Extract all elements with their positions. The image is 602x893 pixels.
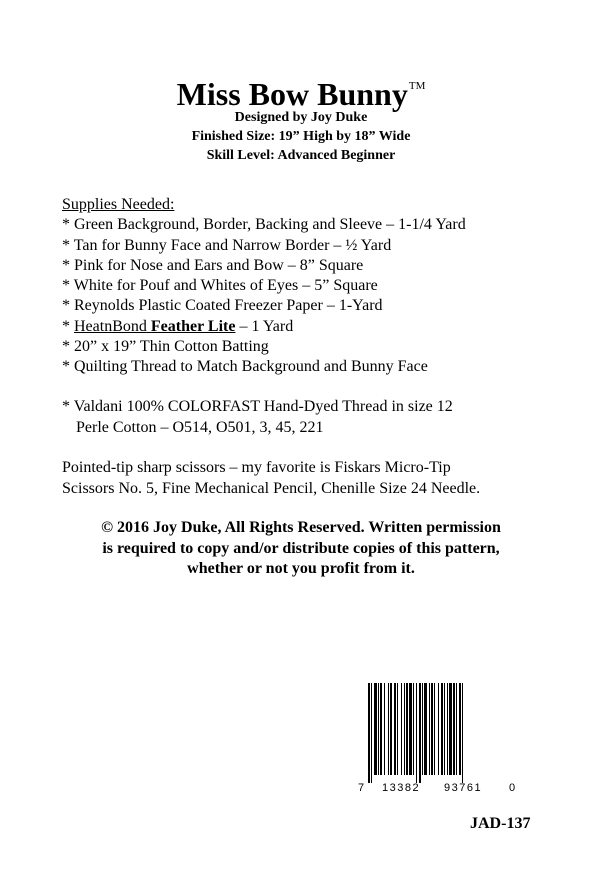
bullet: * — [62, 317, 74, 335]
barcode-bar — [431, 683, 433, 775]
barcode-bar — [449, 683, 452, 775]
supply-item: * Green Background, Border, Backing and Sleeve – 1-1/4 Yard — [62, 216, 466, 234]
barcode-bar — [422, 683, 423, 775]
thread-note — [62, 397, 453, 438]
supply-item-heatnbond — [62, 317, 466, 337]
supply-item: * Tan for Bunny Face and Narrow Border – ½ Yard — [62, 236, 392, 254]
trademark-mark: TM — [408, 80, 426, 92]
title-text: Miss Bow Bunny — [176, 76, 408, 112]
copyright-line-1: © 2016 Joy Duke, All Rights Reserved. Written permission — [101, 519, 501, 536]
heatnbond-qty: – 1 Yard — [235, 317, 294, 335]
barcode-bar — [397, 683, 398, 775]
barcode-bar — [462, 683, 463, 783]
heatnbond-brand — [74, 318, 235, 335]
barcode-bar — [404, 683, 405, 775]
supply-item: * Quilting Thread to Match Background and Bunny Face — [62, 358, 428, 376]
barcode-bar — [447, 683, 448, 775]
barcode-bar — [456, 683, 457, 775]
supply-item: * Pink for Nose and Ears and Bow – 8” Square — [62, 256, 364, 274]
barcode-bar — [438, 683, 439, 775]
skill-level-line: Skill Level: Advanced Beginner — [206, 148, 396, 163]
tools-line-2: Scissors No. 5, Fine Mechanical Pencil, Chenille Size 24 Needle. — [62, 479, 481, 497]
barcode-bar — [441, 683, 443, 775]
barcode-bar — [368, 683, 370, 783]
barcode-bar — [424, 683, 427, 775]
pattern-sku: JAD-137 — [470, 815, 531, 832]
heatnbond-brand-text: HeatnBond — [74, 317, 147, 335]
barcode-bar — [394, 683, 396, 775]
tools-line-1: Pointed-tip sharp scissors – my favorite is Fiskars Micro-Tip — [62, 459, 451, 476]
barcode-bar — [371, 683, 372, 783]
finished-size-line: Finished Size: 19” High by 18” Wide — [191, 129, 411, 144]
barcode-group-left: 13382 — [382, 782, 421, 794]
copyright-line-2: is required to copy and/or distribute copies of this pattern, — [102, 539, 500, 557]
designer-line: Designed by Joy Duke — [234, 110, 368, 125]
pattern-title — [0, 66, 602, 114]
barcode-bar — [388, 683, 389, 775]
barcode-bar — [444, 683, 445, 775]
supply-item: * Reynolds Plastic Coated Freezer Paper – 1-Yard — [62, 297, 383, 315]
barcode-bar — [380, 683, 382, 775]
barcode-bar — [378, 683, 379, 775]
thread-line-1: * Valdani 100% COLORFAST Hand-Dyed Thread in size 12 — [62, 398, 453, 415]
supply-item: * White for Pouf and Whites of Eyes – 5” Square — [62, 277, 378, 295]
barcode-bars — [368, 683, 463, 783]
thread-line-2: Perle Cotton – O514, O501, 3, 45, 221 — [76, 418, 324, 436]
pattern-credits — [0, 108, 602, 165]
heatnbond-product: Feather Lite — [150, 317, 236, 335]
barcode-bar — [406, 683, 408, 775]
supply-item: * 20” x 19” Thin Cotton Batting — [62, 338, 269, 356]
barcode-bar — [419, 683, 421, 783]
copyright-notice — [0, 518, 602, 580]
barcode-graphic — [354, 683, 522, 795]
barcode-bar — [409, 683, 412, 775]
barcode-bar — [453, 683, 455, 775]
supplies-list — [62, 195, 466, 378]
barcode-group-right: 93761 — [444, 782, 483, 794]
barcode-digit-right: 0 — [509, 782, 516, 794]
barcode-bar — [459, 683, 461, 775]
barcode-bar — [390, 683, 392, 775]
tools-note — [62, 458, 480, 499]
barcode-bar — [434, 683, 435, 775]
barcode-bar — [413, 683, 414, 775]
upc-barcode — [354, 683, 522, 795]
barcode-bar — [416, 683, 417, 783]
barcode-digit-left: 7 — [358, 782, 365, 794]
barcode-bar — [384, 683, 385, 775]
copyright-line-3: whether or not you profit from it. — [187, 560, 415, 577]
barcode-bar — [401, 683, 402, 775]
supplies-heading: Supplies Needed: — [62, 196, 175, 213]
barcode-bar — [429, 683, 430, 775]
barcode-bar — [374, 683, 377, 775]
